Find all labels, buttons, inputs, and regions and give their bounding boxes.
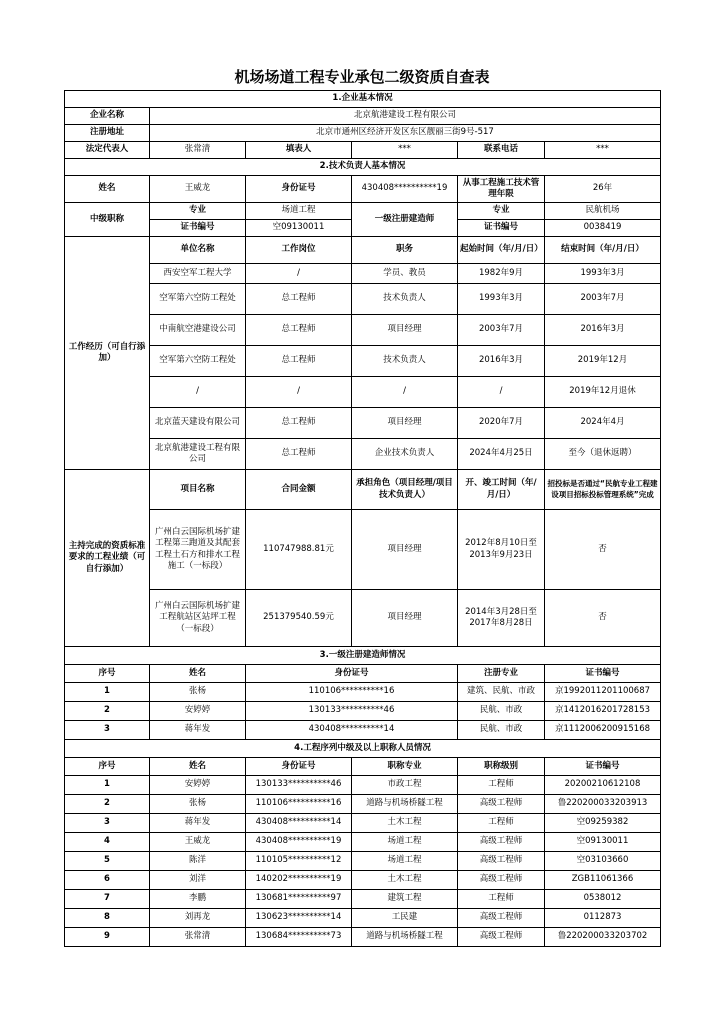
table-row	[65, 470, 661, 510]
title-cell: 130623**********14	[246, 909, 352, 928]
work-cell: 至今（退休返聘）	[545, 439, 661, 470]
title-cell: 鲁220200033203913	[545, 795, 661, 814]
work-cell: 项目经理	[352, 408, 458, 439]
title-cell: 0538012	[545, 890, 661, 909]
work-cell: 2024年4月25日	[458, 439, 545, 470]
title-cell: 5	[65, 852, 150, 871]
builder-cell: 张杨	[150, 683, 246, 702]
builder-cell: 安婷婷	[150, 702, 246, 721]
performance-cell: 2014年3月28日至2017年8月28日	[458, 590, 545, 647]
title-cell: 建筑工程	[352, 890, 458, 909]
page-title: 机场场道工程专业承包二级资质自查表	[234, 68, 490, 86]
builder-cell: 京1992011201100687	[545, 683, 661, 702]
work-cell: 空军第六空防工程处	[150, 284, 246, 315]
work-header-cell: 工作岗位	[246, 237, 352, 264]
work-cell: 1993年3月	[458, 284, 545, 315]
work-cell: 总工程师	[246, 346, 352, 377]
title-cell: 市政工程	[352, 776, 458, 795]
filler-value: ***	[352, 142, 458, 159]
performance-cell: 广州白云国际机场扩建工程第三跑道及其配套工程土石方和排水工程施工（一标段）	[150, 510, 246, 590]
title-cell: 20200210612108	[545, 776, 661, 795]
legal-rep-value: 张常清	[150, 142, 246, 159]
reg-builder-label: 一级注册建造师	[352, 203, 458, 237]
work-cell: 企业技术负责人	[352, 439, 458, 470]
work-cell: 空军第六空防工程处	[150, 346, 246, 377]
table-row	[65, 758, 661, 776]
title-cell: 7	[65, 890, 150, 909]
builder-cell: 民航、市政	[458, 702, 545, 721]
work-cell: 项目经理	[352, 315, 458, 346]
work-cell: 西安空军工程大学	[150, 264, 246, 284]
performance-header-cell: 承担角色（项目经理/项目技术负责人）	[352, 470, 458, 510]
tech-id-label: 身份证号	[246, 176, 352, 203]
table-row	[65, 315, 661, 346]
title-cell: 工程师	[458, 890, 545, 909]
title-cell: 工程师	[458, 814, 545, 833]
title-cell: 3	[65, 814, 150, 833]
table-row	[65, 721, 661, 740]
title-cell: 高级工程师	[458, 871, 545, 890]
table-row	[65, 928, 661, 947]
title-header-cell: 职称专业	[352, 758, 458, 776]
title-cell: 道路与机场桥隧工程	[352, 928, 458, 947]
performance-label: 主持完成的资质标准要求的工程业绩（可自行添加）	[65, 470, 150, 647]
builder-cell: 1	[65, 683, 150, 702]
title-cell: 高级工程师	[458, 795, 545, 814]
performance-cell: 广州白云国际机场扩建工程航站区站坪工程（一标段）	[150, 590, 246, 647]
builder-header-cell: 注册专业	[458, 665, 545, 683]
work-header-cell: 单位名称	[150, 237, 246, 264]
title-cell: 2	[65, 795, 150, 814]
title-cell: 刘洋	[150, 871, 246, 890]
builder-header-cell: 序号	[65, 665, 150, 683]
tech-name-value: 王威龙	[150, 176, 246, 203]
work-header-cell: 起始时间（年/月/日）	[458, 237, 545, 264]
performance-cell: 110747988.81元	[246, 510, 352, 590]
major-value: 场道工程	[246, 203, 352, 220]
table-row	[65, 377, 661, 408]
title-cell: 110105**********12	[246, 852, 352, 871]
title-cell: 鲁220200033203702	[545, 928, 661, 947]
work-cell: /	[150, 377, 246, 408]
title-cell: 空09130011	[545, 833, 661, 852]
table-row	[65, 590, 661, 647]
builder-cell: 110106**********16	[246, 683, 458, 702]
title-cell: 110106**********16	[246, 795, 352, 814]
work-cell: 总工程师	[246, 284, 352, 315]
tech-id-value: 430408**********19	[352, 176, 458, 203]
title-cell: 土木工程	[352, 814, 458, 833]
work-cell: 学员、教员	[352, 264, 458, 284]
cert-value: 空09130011	[246, 220, 352, 237]
title-cell: 道路与机场桥隧工程	[352, 795, 458, 814]
work-cell: 中南航空港建设公司	[150, 315, 246, 346]
work-cell: /	[246, 264, 352, 284]
work-cell: 技术负责人	[352, 346, 458, 377]
major-label: 专业	[150, 203, 246, 220]
tech-name-label: 姓名	[65, 176, 150, 203]
title-cell: 0112873	[545, 909, 661, 928]
work-cell: 北京航港建设工程有限公司	[150, 439, 246, 470]
performance-cell: 251379540.59元	[246, 590, 352, 647]
work-cell: /	[458, 377, 545, 408]
work-cell: 2016年3月	[458, 346, 545, 377]
title-cell: 场道工程	[352, 833, 458, 852]
performance-cell: 项目经理	[352, 510, 458, 590]
work-cell: 总工程师	[246, 408, 352, 439]
work-cell: 总工程师	[246, 315, 352, 346]
title-cell: 场道工程	[352, 852, 458, 871]
table-row	[65, 814, 661, 833]
title-cell: 430408**********14	[246, 814, 352, 833]
work-cell: 2019年12月	[545, 346, 661, 377]
work-cell: /	[246, 377, 352, 408]
performance-header-cell: 项目名称	[150, 470, 246, 510]
title-cell: 刘再龙	[150, 909, 246, 928]
phone-label: 联系电话	[458, 142, 545, 159]
title-header-cell: 身份证号	[246, 758, 352, 776]
title-cell: 高级工程师	[458, 833, 545, 852]
builder-cell: 430408**********14	[246, 721, 458, 740]
table-row	[65, 795, 661, 814]
title-header-cell: 序号	[65, 758, 150, 776]
address-value: 北京市通州区经济开发区东区靓丽三街9号-517	[150, 125, 661, 142]
title-cell: 430408**********19	[246, 833, 352, 852]
work-cell: 1993年3月	[545, 264, 661, 284]
performance-cell: 2012年8月10日至2013年9月23日	[458, 510, 545, 590]
title-cell: 130684**********73	[246, 928, 352, 947]
builder-header-cell: 姓名	[150, 665, 246, 683]
table-row	[65, 702, 661, 721]
title-cell: 高级工程师	[458, 928, 545, 947]
performance-cell: 否	[545, 510, 661, 590]
title-cell: 蒋年发	[150, 814, 246, 833]
table-row	[65, 510, 661, 590]
title-cell: 高级工程师	[458, 852, 545, 871]
work-cell: 2024年4月	[545, 408, 661, 439]
title-cell: 130681**********97	[246, 890, 352, 909]
table-row	[65, 871, 661, 890]
table-row	[65, 665, 661, 683]
reg-cert-label: 证书编号	[458, 220, 545, 237]
table-row	[65, 890, 661, 909]
work-cell: /	[352, 377, 458, 408]
work-header-cell: 结束时间（年/月/日）	[545, 237, 661, 264]
work-cell: 技术负责人	[352, 284, 458, 315]
builder-cell: 130133**********46	[246, 702, 458, 721]
reg-major-value: 民航机场	[545, 203, 661, 220]
performance-header-cell: 招投标是否通过“民航专业工程建设项目招标投标管理系统”完成	[545, 470, 661, 510]
title-cell: 1	[65, 776, 150, 795]
table-row	[65, 852, 661, 871]
table-row	[65, 264, 661, 284]
company-name-value: 北京航港建设工程有限公司	[150, 108, 661, 125]
title-cell: 李鹏	[150, 890, 246, 909]
work-cell: 2020年7月	[458, 408, 545, 439]
table-row	[65, 439, 661, 470]
table-row	[65, 776, 661, 795]
title-cell: 张杨	[150, 795, 246, 814]
work-header-cell: 职务	[352, 237, 458, 264]
table-row	[65, 647, 661, 665]
table-row	[65, 346, 661, 377]
title-cell: 张常清	[150, 928, 246, 947]
section1-heading: 1.企业基本情况	[65, 91, 661, 108]
tech-years-value: 26年	[545, 176, 661, 203]
title-cell: 130133**********46	[246, 776, 352, 795]
builder-cell: 2	[65, 702, 150, 721]
table-row	[65, 284, 661, 315]
work-cell: 2003年7月	[545, 284, 661, 315]
title-cell: ZGB11061366	[545, 871, 661, 890]
work-cell: 1982年9月	[458, 264, 545, 284]
work-history-label: 工作经历（可自行添加）	[65, 237, 150, 470]
cert-label: 证书编号	[150, 220, 246, 237]
title-header-cell: 证书编号	[545, 758, 661, 776]
performance-cell: 项目经理	[352, 590, 458, 647]
title-cell: 8	[65, 909, 150, 928]
company-name-label: 企业名称	[65, 108, 150, 125]
filler-label: 填表人	[246, 142, 352, 159]
title-cell: 安婷婷	[150, 776, 246, 795]
legal-rep-label: 法定代表人	[65, 142, 150, 159]
table-row	[65, 833, 661, 852]
performance-cell: 否	[545, 590, 661, 647]
performance-header-cell: 开、竣工时间（年/月/日）	[458, 470, 545, 510]
table-row	[65, 683, 661, 702]
builder-cell: 京1412016201728153	[545, 702, 661, 721]
section2-heading: 2.技术负责人基本情况	[65, 159, 661, 176]
work-cell: 2016年3月	[545, 315, 661, 346]
builder-header-cell: 证书编号	[545, 665, 661, 683]
title-header-cell: 职称级别	[458, 758, 545, 776]
table-row	[65, 909, 661, 928]
builder-cell: 蒋年发	[150, 721, 246, 740]
title-cell: 工民建	[352, 909, 458, 928]
reg-cert-value: 0038419	[545, 220, 661, 237]
title-cell: 6	[65, 871, 150, 890]
title-cell: 王威龙	[150, 833, 246, 852]
title-cell: 140202**********19	[246, 871, 352, 890]
title-header-cell: 姓名	[150, 758, 246, 776]
section4-heading: 4.工程序列中级及以上职称人员情况	[65, 740, 661, 758]
builder-cell: 建筑、民航、市政	[458, 683, 545, 702]
work-cell: 2003年7月	[458, 315, 545, 346]
title-cell: 空09259382	[545, 814, 661, 833]
title-cell: 4	[65, 833, 150, 852]
mid-title-label: 中级职称	[65, 203, 150, 237]
builder-header-cell: 身份证号	[246, 665, 458, 683]
section3-heading: 3.一级注册建造师情况	[65, 647, 661, 665]
tech-years-label: 从事工程施工技术管理年限	[458, 176, 545, 203]
title-cell: 高级工程师	[458, 909, 545, 928]
title-cell: 土木工程	[352, 871, 458, 890]
builder-cell: 京1112006200915168	[545, 721, 661, 740]
performance-header-cell: 合同金额	[246, 470, 352, 510]
table-row	[65, 408, 661, 439]
title-cell: 工程师	[458, 776, 545, 795]
address-label: 注册地址	[65, 125, 150, 142]
phone-value: ***	[545, 142, 661, 159]
table-row	[65, 740, 661, 758]
title-cell: 空03103660	[545, 852, 661, 871]
title-cell: 陈洋	[150, 852, 246, 871]
work-cell: 2019年12月退休	[545, 377, 661, 408]
qualification-table	[64, 90, 661, 947]
reg-major-label: 专业	[458, 203, 545, 220]
work-cell: 北京蓝天建设有限公司	[150, 408, 246, 439]
title-cell: 9	[65, 928, 150, 947]
builder-cell: 3	[65, 721, 150, 740]
builder-cell: 民航、市政	[458, 721, 545, 740]
work-cell: 总工程师	[246, 439, 352, 470]
